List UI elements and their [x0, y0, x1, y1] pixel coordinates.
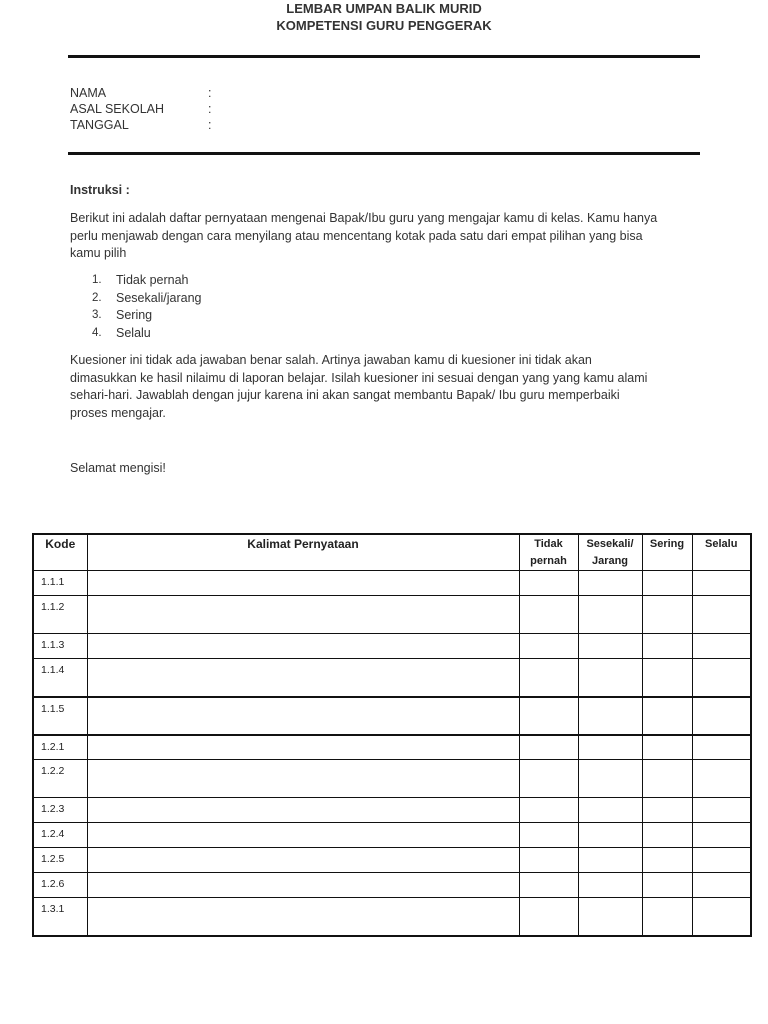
answer-cell-tidak-pernah[interactable]	[519, 848, 578, 873]
table-row	[33, 798, 751, 823]
table-row	[33, 873, 751, 898]
intro-line: Berikut ini adalah daftar pernyataan mengenai Bapak/Ibu guru yang mengajar kamu di kelas. Kamu hanya	[70, 211, 658, 225]
option-label: Tidak pernah	[116, 273, 189, 287]
row-kode: 1.2.2	[33, 760, 87, 798]
answer-cell-tidak-pernah[interactable]	[519, 798, 578, 823]
option-item	[70, 290, 201, 308]
table-row	[33, 735, 751, 760]
answer-cell-sering[interactable]	[642, 571, 692, 596]
instructions-heading: Instruksi :	[70, 183, 130, 197]
answer-cell-sesekali[interactable]	[578, 798, 642, 823]
instructions-note	[70, 352, 700, 422]
field-label-asal-sekolah: ASAL SEKOLAH	[70, 102, 165, 116]
table-header-row	[33, 534, 751, 571]
option-label: Sesekali/jarang	[116, 290, 202, 305]
answer-cell-selalu[interactable]	[692, 848, 751, 873]
answer-cell-sering[interactable]	[642, 659, 692, 697]
note-line: proses mengajar.	[70, 405, 166, 420]
answer-cell-tidak-pernah[interactable]	[519, 823, 578, 848]
header-sesekali-jarang	[578, 534, 642, 571]
row-kode: 1.2.5	[33, 848, 87, 873]
answer-cell-selalu[interactable]	[692, 798, 751, 823]
row-kode: 1.1.5	[33, 697, 87, 735]
table-row	[33, 898, 751, 936]
option-number: 2.	[92, 291, 102, 304]
row-kode: 1.1.4	[33, 659, 87, 697]
header-tidak-pernah-line1: Tidak	[534, 538, 563, 550]
intro-line: perlu menjawab dengan cara menyilang atau mencentang kotak pada satu dari empat pilihan yang bisa	[70, 228, 643, 243]
answer-cell-sesekali[interactable]	[578, 735, 642, 760]
answer-cell-selalu[interactable]	[692, 659, 751, 697]
header-selalu: Selalu	[692, 534, 751, 571]
option-label: Sering	[116, 308, 153, 322]
field-colon-nama: :	[208, 86, 212, 100]
table-row	[33, 760, 751, 798]
note-line: sehari-hari. Jawablah dengan jujur karena ini akan sangat membantu Bapak/ Ibu guru memperbaiki	[70, 388, 620, 402]
answer-cell-selalu[interactable]	[692, 596, 751, 634]
statement-cell	[87, 735, 519, 760]
option-item	[70, 272, 201, 290]
table-row	[33, 659, 751, 697]
answer-cell-tidak-pernah[interactable]	[519, 659, 578, 697]
answer-cell-sering[interactable]	[642, 596, 692, 634]
row-kode: 1.2.1	[33, 735, 87, 760]
answer-cell-tidak-pernah[interactable]	[519, 735, 578, 760]
table-row	[33, 697, 751, 735]
table-row	[33, 823, 751, 848]
answer-cell-sesekali[interactable]	[578, 697, 642, 735]
statement-cell	[87, 697, 519, 735]
answer-cell-sesekali[interactable]	[578, 571, 642, 596]
statement-cell	[87, 760, 519, 798]
answer-cell-sesekali[interactable]	[578, 898, 642, 936]
row-kode: 1.2.4	[33, 823, 87, 848]
answer-cell-selalu[interactable]	[692, 760, 751, 798]
option-item	[70, 307, 201, 325]
header-sesekali-line2: Jarang	[591, 555, 629, 567]
table-row	[33, 596, 751, 634]
statement-cell	[87, 596, 519, 634]
option-item	[70, 325, 201, 343]
field-colon-asal-sekolah: :	[208, 102, 212, 116]
option-number: 4.	[92, 326, 102, 339]
statement-cell	[87, 659, 519, 697]
row-kode: 1.3.1	[33, 898, 87, 936]
form-title: LEMBAR UMPAN BALIK MURID	[286, 1, 482, 16]
field-label-nama: NAMA	[70, 86, 107, 100]
option-number: 1.	[92, 274, 102, 286]
statement-cell	[87, 848, 519, 873]
answer-cell-selalu[interactable]	[692, 873, 751, 898]
form-subtitle: KOMPETENSI GURU PENGGERAK	[276, 18, 492, 33]
answer-cell-sering[interactable]	[642, 873, 692, 898]
answer-cell-tidak-pernah[interactable]	[519, 873, 578, 898]
answer-cell-tidak-pernah[interactable]	[519, 634, 578, 659]
statement-cell	[87, 571, 519, 596]
table-row	[33, 571, 751, 596]
answer-cell-sesekali[interactable]	[578, 634, 642, 659]
answer-cell-sering[interactable]	[642, 898, 692, 936]
answer-cell-sering[interactable]	[642, 760, 692, 798]
note-line: dimasukkan ke hasil nilaimu di laporan belajar. Isilah kuesioner ini sesuai dengan yang yang kamu alami	[70, 370, 648, 385]
option-label: Selalu	[116, 325, 151, 340]
answer-cell-tidak-pernah[interactable]	[519, 596, 578, 634]
header-tidak-pernah	[519, 534, 578, 571]
field-colon-tanggal: :	[208, 118, 212, 132]
answer-cell-sesekali[interactable]	[578, 659, 642, 697]
answer-cell-sesekali[interactable]	[578, 848, 642, 873]
row-kode: 1.2.3	[33, 798, 87, 823]
option-number: 3.	[92, 309, 102, 321]
answer-cell-selalu[interactable]	[692, 571, 751, 596]
answer-cell-sesekali[interactable]	[578, 596, 642, 634]
answer-cell-tidak-pernah[interactable]	[519, 898, 578, 936]
statement-cell	[87, 823, 519, 848]
header-kalimat-pernyataan: Kalimat Pernyataan	[87, 534, 519, 571]
answer-cell-tidak-pernah[interactable]	[519, 697, 578, 735]
answer-cell-sering[interactable]	[642, 848, 692, 873]
note-line: Kuesioner ini tidak ada jawaban benar salah. Artinya jawaban kamu di kuesioner ini tidak akan	[70, 353, 592, 367]
header-kode: Kode	[33, 534, 87, 571]
header-sesekali-line1: Sesekali/	[586, 538, 634, 550]
answer-cell-sering[interactable]	[642, 697, 692, 735]
answer-cell-selalu[interactable]	[692, 898, 751, 936]
answer-cell-tidak-pernah[interactable]	[519, 571, 578, 596]
statement-cell	[87, 634, 519, 659]
statement-cell	[87, 898, 519, 936]
answer-cell-sering[interactable]	[642, 735, 692, 760]
answer-cell-sesekali[interactable]	[578, 823, 642, 848]
statement-cell	[87, 873, 519, 898]
answer-cell-sesekali[interactable]	[578, 760, 642, 798]
questionnaire-table	[32, 533, 752, 937]
answer-cell-selalu[interactable]	[692, 823, 751, 848]
field-label-tanggal: TANGGAL	[70, 118, 129, 132]
closing-text: Selamat mengisi!	[70, 461, 166, 475]
answer-cell-sering[interactable]	[642, 798, 692, 823]
intro-line: kamu pilih	[70, 246, 127, 260]
row-kode: 1.1.2	[33, 596, 87, 634]
row-kode: 1.1.3	[33, 634, 87, 659]
row-kode: 1.1.1	[33, 571, 87, 596]
row-kode: 1.2.6	[33, 873, 87, 898]
table-row	[33, 848, 751, 873]
header-tidak-pernah-line2: pernah	[530, 555, 567, 567]
bottom-divider	[68, 152, 700, 155]
header-sering: Sering	[642, 534, 692, 571]
answer-options-list	[70, 272, 201, 342]
answer-cell-sering[interactable]	[642, 634, 692, 659]
answer-cell-selalu[interactable]	[692, 697, 751, 735]
answer-cell-selalu[interactable]	[692, 634, 751, 659]
top-divider	[68, 55, 700, 58]
statement-cell	[87, 798, 519, 823]
table-row	[33, 634, 751, 659]
answer-cell-sering[interactable]	[642, 823, 692, 848]
answer-cell-sesekali[interactable]	[578, 873, 642, 898]
instructions-intro	[70, 210, 700, 263]
answer-cell-selalu[interactable]	[692, 735, 751, 760]
answer-cell-tidak-pernah[interactable]	[519, 760, 578, 798]
